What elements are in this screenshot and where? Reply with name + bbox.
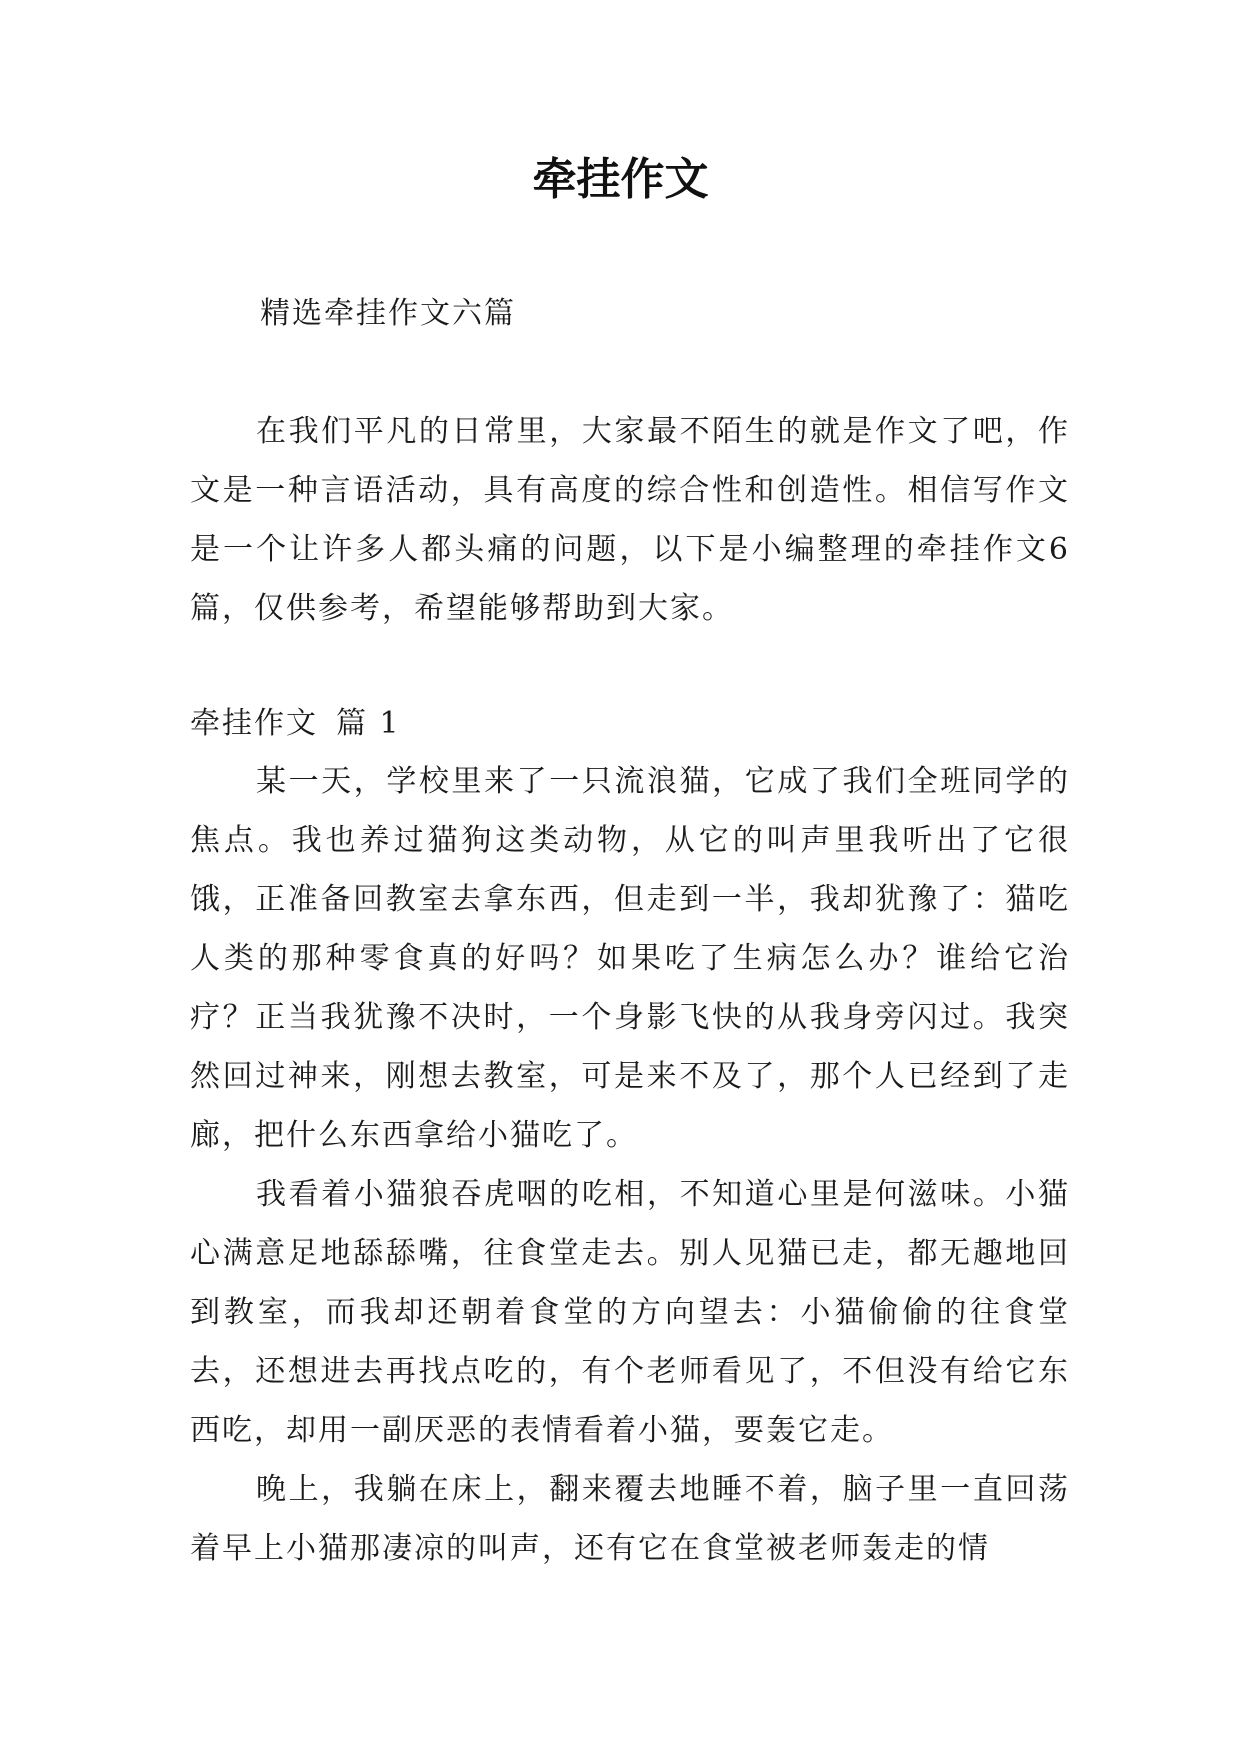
section-name: 牵挂作文 <box>190 706 318 741</box>
document-title: 牵挂作文 <box>532 154 709 205</box>
body-paragraph: 我看着小猫狼吞虎咽的吃相，不知道心里是何滋味。小猫心满意足地舔舔嘴，往食堂走去。别人见猫已走，都无趣地回到教室，而我却还朝着食堂的方向望去：小猫偷偷的往食堂去，还想进去再找点吃的，有个老师看见了，不但没有给它东西吃，却用一副厌恶的表情看着小猫，要轰它走。 <box>190 1177 1070 1448</box>
body-paragraph: 某一天，学校里来了一只流浪猫，它成了我们全班同学的焦点。我也养过猫狗这类动物，从它的叫声里我听出了它很饿，正准备回教室去拿东西，但走到一半，我却犹豫了：猫吃人类的那种零食真的好吗？如果吃了生病怎么办？谁给它治疗？正当我犹豫不决时，一个身影飞快的从我身旁闪过。我突然回过神来，刚想去教室，可是来不及了，那个人已经到了走廊，把什么东西拿给小猫吃了。 <box>190 764 1070 1153</box>
section-heading <box>190 700 401 748</box>
document-subtitle: 精选牵挂作文六篇 <box>260 296 516 331</box>
body-paragraph: 晚上，我躺在床上，翻来覆去地睡不着，脑子里一直回荡着早上小猫那凄凉的叫声，还有它在食堂被老师轰走的情 <box>190 1472 1070 1566</box>
intro-paragraph: 在我们平凡的日常里，大家最不陌生的就是作文了吧，作文是一种言语活动，具有高度的综合性和创造性。相信写作文是一个让许多人都头痛的问题，以下是小编整理的牵挂作文6篇，仅供参考，希望能够帮助到大家。 <box>190 414 1070 626</box>
section-body <box>190 752 1070 1578</box>
section-number: 篇 1 <box>336 706 401 741</box>
